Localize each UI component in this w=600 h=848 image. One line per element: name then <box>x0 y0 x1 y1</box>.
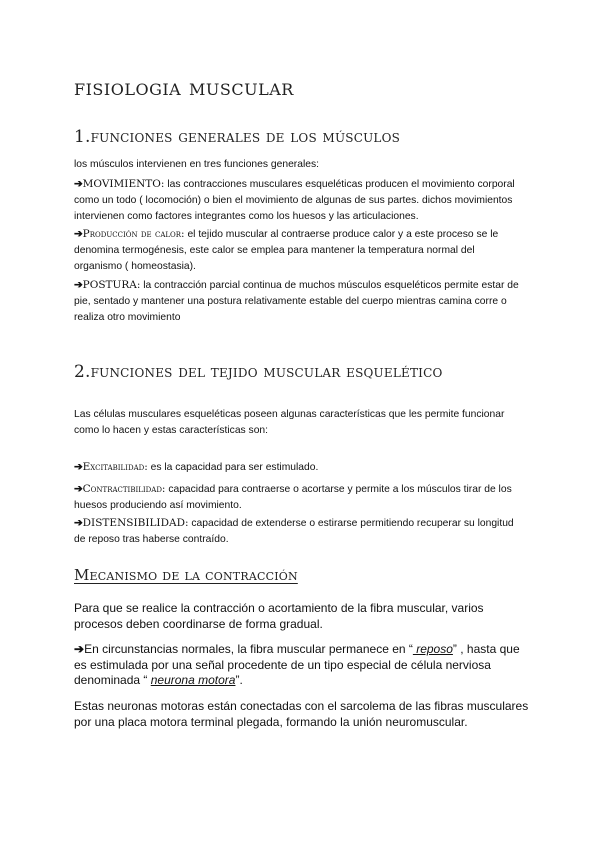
section1-item-postura <box>74 277 524 326</box>
section2-intro: Las células musculares esqueléticas poseen algunas características que les permite funcionar como lo hacen y estas características son: <box>74 409 505 436</box>
section3-paragraph-2 <box>74 642 529 689</box>
term-label: Producción de calor: <box>82 228 185 240</box>
arrow-icon: ➔ <box>74 462 83 473</box>
section2-heading: 2.funciones del tejido muscular esquelético <box>74 362 443 382</box>
item-text: el tejido muscular al contraerse produce calor y a este proceso se le denomina termogénesis, este calor se emplea para mantener la temperatura normal del organismo ( homeostasia). <box>74 229 499 272</box>
page-title: fisiologia muscular <box>74 75 294 101</box>
arrow-icon: ➔ <box>74 484 83 495</box>
section2-item-excitabilidad <box>74 459 524 476</box>
term-label: POSTURA: <box>82 279 141 291</box>
p2-text-after: ”. <box>235 673 243 688</box>
item-text: capacidad de extenderse o estirarse permitiendo recuperar su longitud de reposo tras haberse contraído. <box>74 518 514 545</box>
term-reposo: reposo <box>412 642 453 656</box>
item-text: las contracciones musculares esqueléticas producen el movimiento corporal como un todo ( locomoción) o bien el movimiento de algunas de sus partes. dichos movimientos intervienen como factores integrantes como los huesos y las articulaciones. <box>74 179 515 222</box>
term-label: MOVIMIENTO: <box>82 178 165 190</box>
term-neurona-motora: neurona motora <box>150 673 236 688</box>
section3-paragraph-3: Estas neuronas motoras están conectadas con el sarcolema de las fibras musculares por una placa motora terminal plegada, formando la unión neuromuscular. <box>74 699 529 729</box>
arrow-icon: ➔ <box>74 642 85 656</box>
section3-heading: Mecanismo de la contracción <box>74 566 298 584</box>
arrow-icon: ➔ <box>74 518 83 529</box>
item-text: capacidad para contraerse o acortarse y permite a los músculos tirar de los huesos produciendo así movimiento. <box>74 484 512 511</box>
item-text: es la capacidad para ser estimulado. <box>147 462 319 473</box>
term-label: DISTENSIBILIDAD: <box>82 517 189 529</box>
section1-item-movimiento <box>74 176 524 225</box>
arrow-icon: ➔ <box>74 179 83 190</box>
section1-item-calor <box>74 226 524 275</box>
section2-item-contractibilidad <box>74 481 524 514</box>
arrow-icon: ➔ <box>74 280 83 291</box>
section3-paragraph-1: Para que se realice la contracción o acortamiento de la fibra muscular, varios procesos deben coordinarse de forma gradual. <box>74 601 484 631</box>
p2-text-middle: ” , hasta que es estimulada por una señal procedente de un tipo especial de célula nerviosa denominada “ <box>74 642 520 688</box>
p2-text-before: En circunstancias normales, la fibra muscular permanece en “ <box>84 642 413 656</box>
term-label: Excitabilidad: <box>82 461 148 473</box>
term-label: Contractibilidad: <box>82 483 166 495</box>
section1-intro: los músculos intervienen en tres funciones generales: <box>74 159 319 170</box>
section2-item-distensibilidad <box>74 515 524 548</box>
item-text: la contracción parcial continua de muchos músculos esqueléticos permite estar de pie, sentado y mantener una postura relativamente estable del cuerpo mientras camina corre o realiza otro movimiento <box>74 280 519 323</box>
arrow-icon: ➔ <box>74 229 83 240</box>
section1-heading: 1.funciones generales de los músculos <box>74 127 401 147</box>
